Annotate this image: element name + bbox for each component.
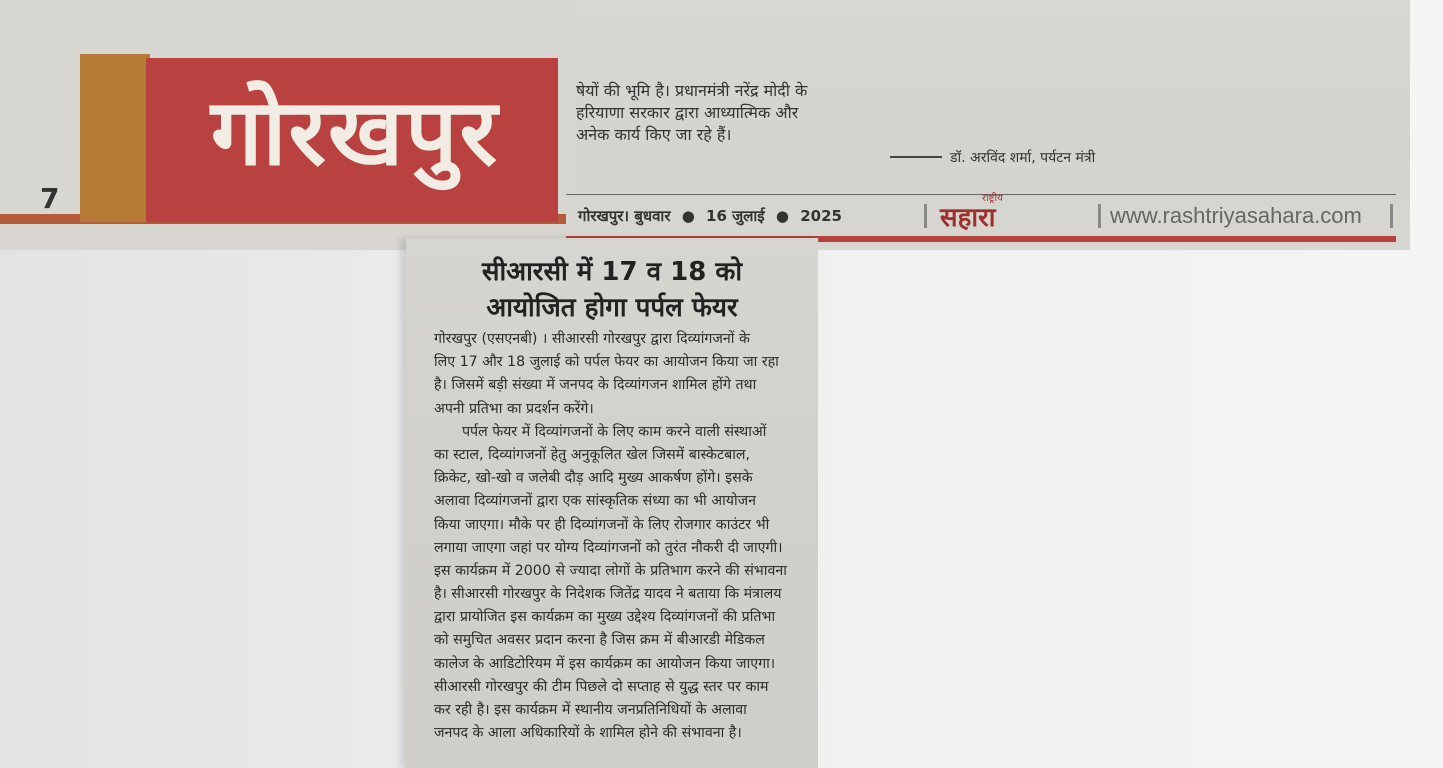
body-line: को समुचित अवसर प्रदान करना है जिस क्रम में बीआरडी मेडिकल [434, 632, 765, 649]
separator-bar [924, 204, 927, 228]
separator-bar [1098, 204, 1101, 228]
body-line: लगाया जाएगा जहां पर योग्य दिव्यांगजनों को तुरंत नौकरी दी जाएगी। [434, 539, 783, 556]
masthead-city-title: गोरखपुर [210, 78, 500, 186]
attribution-dash [890, 156, 942, 158]
body-line: लिए 17 और 18 जुलाई को पर्पल फेयर का आयोजन किया जा रहा [434, 354, 779, 371]
body-line: कालेज के आडिटोरियम में इस कार्यक्रम का आयोजन किया जाएगा। [434, 655, 776, 672]
body-line: अलावा दिव्यांगजनों द्वारा एक सांस्कृतिक संध्या का भी आयोजन [434, 493, 757, 510]
dateline-year: 2025 [800, 207, 842, 225]
body-line: किया जाएगा। मौके पर ही दिव्यांगजनों के लिए रोजगार काउंटर भी [434, 516, 770, 533]
page-number: 7 [40, 182, 60, 215]
quote-line: हरियाणा सरकार द्वारा आध्यात्मिक और [576, 103, 799, 122]
quote-line: अनेक कार्य किए जा रहे हैं। [576, 125, 732, 144]
body-line: का स्टाल, दिव्यांगजनों हेतु अनुकूलित खेल जिसमें बास्केटबाल, [434, 446, 750, 463]
body-line: कर रही है। इस कार्यक्रम में स्थानीय जनप्रतिनिधियों के अलावा [434, 702, 747, 718]
body-line: गोरखपुर (एसएनबी) । सीआरसी गोरखपुर द्वारा दिव्यांगजनों के [434, 331, 750, 347]
paper-logo-small: राष्ट्रीय [982, 193, 1003, 204]
body-line: जनपद के आला अधिकारियों के शामिल होने की संभावना है। [434, 725, 742, 742]
dateline-date: 16 जुलाई [706, 207, 765, 225]
body-line: है। जिसमें बड़ी संख्या में जनपद के दिव्यांगजन शामिल होंगे तथा [434, 377, 757, 394]
body-line: अपनी प्रतिभा का प्रदर्शन करेंगे। [434, 400, 594, 417]
paper-logo-name: सहारा [940, 203, 996, 233]
quote-line: षेयों की भूमि है। प्रधानमंत्री नरेंद्र मोदी के [576, 81, 808, 100]
headline-line: सीआरसी में 17 व 18 को [481, 257, 743, 287]
body-line: सीआरसी गोरखपुर की टीम पिछले दो सप्ताह से युद्ध स्तर पर काम [434, 678, 769, 695]
headline-line: आयोजित होगा पर्पल फेयर [486, 293, 738, 323]
body-line: क्रिकेट, खो-खो व जलेबी दौड़ आदि मुख्य आकर्षण होंगे। इसके [434, 470, 753, 487]
paper-website: www.rashtriyasahara.com [1110, 203, 1362, 228]
paper-logo [940, 190, 1090, 234]
body-line: है। सीआरसी गोरखपुर के निदेशक जितेंद्र यादव ने बताया कि मंत्रालय [434, 586, 782, 603]
body-line: पर्पल फेयर में दिव्यांगजनों के लिए काम करने वाली संस्थाओं [462, 423, 767, 440]
article-headline [406, 254, 818, 326]
article-body [434, 328, 806, 745]
bullet-icon: ● [775, 207, 789, 225]
dateline [578, 206, 848, 226]
masthead-orange-block [80, 54, 150, 222]
quote-box [576, 80, 876, 146]
dateline-city-day: गोरखपुर। बुधवार [578, 207, 671, 225]
quote-attribution: डॉ. अरविंद शर्मा, पर्यटन मंत्री [950, 150, 1096, 166]
body-line: द्वारा प्रायोजित इस कार्यक्रम का मुख्य उद्देश्य दिव्यांगजनों की प्रतिभा [434, 609, 776, 626]
separator-bar [1390, 204, 1393, 228]
body-line: इस कार्यक्रम में 2000 से ज्यादा लोगों के प्रतिभाग करने की संभावना [434, 562, 787, 579]
bullet-icon: ● [681, 207, 695, 225]
article-clipping [406, 238, 818, 768]
newspaper-header-strip [0, 0, 1410, 250]
